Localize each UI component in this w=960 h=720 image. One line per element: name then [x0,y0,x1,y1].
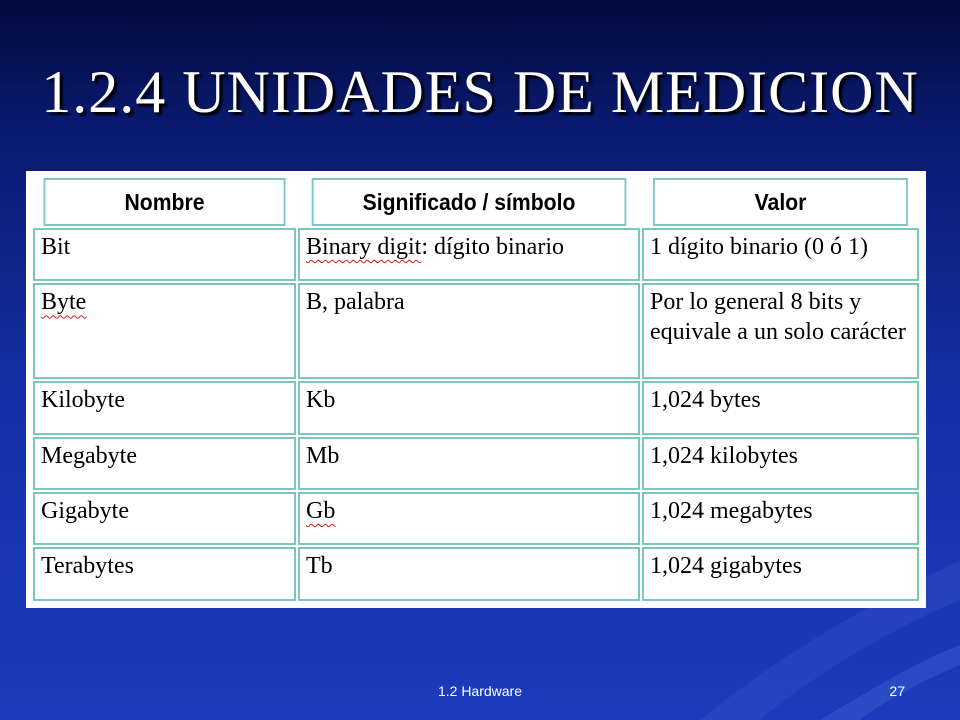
column-header-valor: Valor [653,178,908,226]
cell-significado: Mb [298,437,640,490]
cell-valor: 1,024 bytes [642,381,919,434]
table-row [33,437,919,490]
table-row [33,547,919,601]
cell-significado: Kb [298,381,640,434]
slide-footer: 1.2 Hardware [437,683,523,699]
spellcheck-text: Gb [306,498,336,525]
column-header-significado: Significado / símbolo [312,178,627,226]
cell-valor-line2: equivale a un solo carácter [650,319,906,346]
spellcheck-text: Binary digit [306,234,422,260]
cell-nombre: Megabyte [33,437,296,490]
cell-valor [642,283,919,379]
cell-valor: 1 dígito binario (0 ó 1) [642,228,919,281]
table-row [33,228,919,281]
cell-significado-rest: : dígito binario [421,234,564,260]
table-header-row [33,178,919,226]
cell-nombre: Kilobyte [33,381,296,434]
column-header-nombre: Nombre [44,178,286,226]
cell-significado [298,228,640,281]
cell-nombre: Gigabyte [33,492,296,545]
spellcheck-text: Byte [41,289,87,316]
cell-valor-line1: Por lo general 8 bits y [650,289,862,316]
cell-significado [298,492,640,545]
cell-nombre: Terabytes [33,547,296,601]
units-table [31,176,921,603]
cell-nombre [33,283,296,379]
slide-title: 1.2.4 UNIDADES DE MEDICION [41,59,919,125]
page-number: 27 [889,683,905,699]
cell-nombre: Bit [33,228,296,281]
table-row [33,492,919,545]
table-row [33,283,919,379]
cell-significado: Tb [298,547,640,601]
cell-valor: 1,024 kilobytes [642,437,919,490]
units-table-container [26,171,926,608]
cell-significado: B, palabra [298,283,640,379]
cell-valor: 1,024 gigabytes [642,547,919,601]
cell-valor: 1,024 megabytes [642,492,919,545]
table-row [33,381,919,434]
